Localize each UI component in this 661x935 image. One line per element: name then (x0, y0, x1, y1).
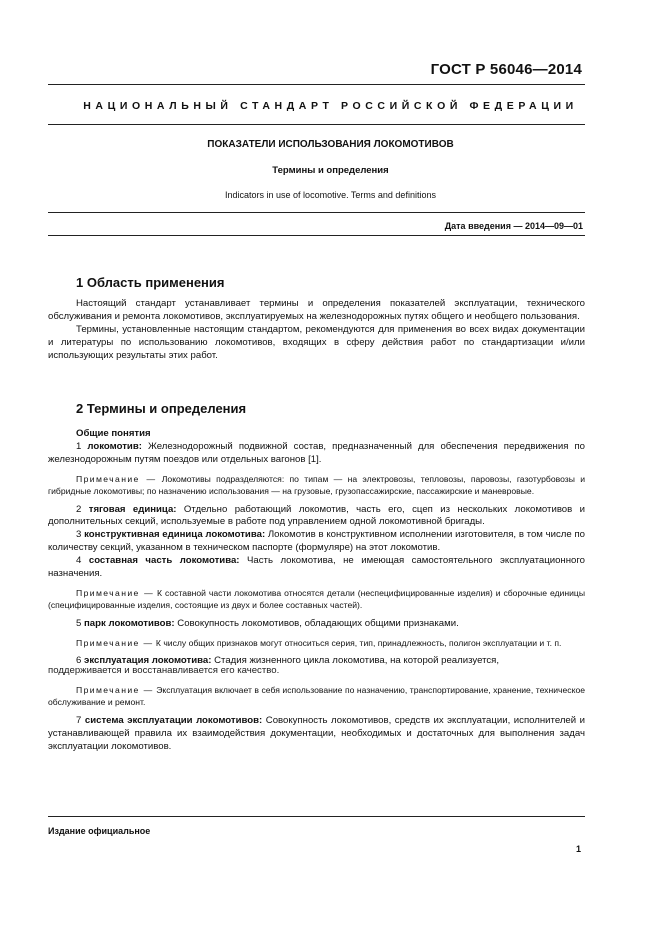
note-5 (48, 637, 585, 649)
note-1 (48, 473, 585, 498)
term-definition: Отдельно работающий локомотив, часть его, сцеп из нескольких локомотивов и дополнительных секций, используемые в работе под управлением одной локомотивной бригады. (48, 503, 586, 528)
term-5 (48, 618, 585, 631)
term-2 (48, 504, 585, 530)
term-7 (48, 715, 585, 754)
title-rule-top (48, 124, 585, 125)
national-standard-heading: НАЦИОНАЛЬНЫЙ СТАНДАРТ РОССИЙСКОЙ ФЕДЕРАЦИИ (83, 100, 578, 112)
term-name: тяговая единица: (88, 503, 177, 515)
note-text: Эксплуатация включает в себя использование по назначению, транспортирование, хранение, техническое обслуживание и ремонт. (48, 684, 585, 708)
term-3 (48, 529, 585, 555)
header-rule (48, 84, 585, 85)
term-number: 7 (76, 714, 82, 726)
note-label: Примечание — (76, 587, 155, 598)
term-number: 4 (76, 555, 82, 567)
subsection-heading: Общие понятия (76, 428, 151, 439)
term-definition: Совокупность локомотивов, обладающих общими признаками. (177, 617, 459, 629)
section-1-heading: 1 Область применения (76, 275, 225, 290)
section-1-body (48, 298, 585, 363)
term-definition: Совокупность локомотивов, средств их эксплуатации, исполнителей и устанавливающей правила их взаимодействия документации, необходимых и достаточных для выполнения задач эксплуатации локомотивов. (48, 714, 586, 752)
term-number: 1 (76, 440, 82, 452)
term-4 (48, 555, 585, 581)
document-code: ГОСТ Р 56046—2014 (430, 61, 582, 78)
section-2-body (48, 428, 585, 753)
term-number: 2 (76, 503, 82, 515)
term-number: 3 (76, 529, 82, 541)
term-number: 6 (76, 655, 82, 667)
term-definition-continuation: поддерживается и восстанавливается его качество. (48, 665, 280, 676)
note-text: К составной части локомотива относятся детали (неспецифицированные изделия) и сборочные единицы (специфицированные изделия, состоящие из двух и более составных частей). (48, 587, 586, 611)
section-1-paragraph: Термины, установленные настоящим стандартом, рекомендуются для применения во всех видах документации и литературы по использованию локомотивов, входящих в сферу действия работ по стандартизации и/или использующих результаты этих работ. (48, 323, 585, 361)
date-rule (48, 235, 585, 236)
term-name: конструктивная единица локомотива: (84, 529, 266, 541)
note-4 (48, 587, 585, 612)
term-name: система эксплуатации локомотивов: (84, 714, 263, 726)
note-label: Примечание — (76, 684, 154, 695)
page-number: 1 (575, 844, 581, 854)
official-edition-label: Издание официальное (48, 826, 151, 836)
section-1-paragraph: Настоящий стандарт устанавливает термины и определения показателей эксплуатации, технического обслуживания и ремонта локомотивов, эксплуатируемых на железнодорожных путях общего и необщего пользования. (48, 298, 585, 322)
note-text: К числу общих признаков могут относиться серия, тип, принадлежность, полигон эксплуатации и т. п. (155, 637, 562, 648)
term-definition: Стадия жизненного цикла локомотива, на которой реализуется, (214, 655, 500, 667)
section-2-heading: 2 Термины и определения (76, 401, 247, 416)
term-name: эксплуатация локомотива: (84, 655, 212, 667)
note-text: Локомотивы подразделяются: по типам — на электровозы, тепловозы, паровозы, газотурбовозы и гибридные локомотивы; по назначению использования — на грузовые, грузопассажирские, пассажирские и маневровые. (48, 473, 585, 497)
term-name: составная часть локомотива: (88, 555, 240, 567)
term-name: парк локомотивов: (84, 617, 175, 629)
note-label: Примечание — (76, 637, 154, 648)
introduction-date: Дата введения — 2014—09—01 (444, 221, 583, 231)
title-rule-bottom (48, 212, 585, 213)
note-label: Примечание — (76, 473, 157, 484)
term-number: 5 (76, 617, 82, 629)
term-1 (48, 441, 585, 467)
document-title: ПОКАЗАТЕЛИ ИСПОЛЬЗОВАНИЯ ЛОКОМОТИВОВ (207, 139, 454, 150)
footer-rule (48, 816, 585, 817)
english-title: Indicators in use of locomotive. Terms and definitions (225, 190, 436, 200)
term-definition: Железнодорожный подвижной состав, предназначенный для обеспечения передвижения по железнодорожным путям поездов или отдельных вагонов [1]. (48, 440, 585, 465)
document-subtitle: Термины и определения (272, 165, 389, 176)
term-name: локомотив: (87, 440, 142, 452)
note-6 (48, 684, 585, 709)
term-definition: Часть локомотива, не имеющая самостоятельного эксплуатационного назначения. (48, 555, 585, 580)
term-definition: Локомотив в конструктивном исполнении изготовителя, в том числе по количеству секций, указанном в техническом паспорте (формуляре) на этот локомотив. (48, 529, 585, 554)
